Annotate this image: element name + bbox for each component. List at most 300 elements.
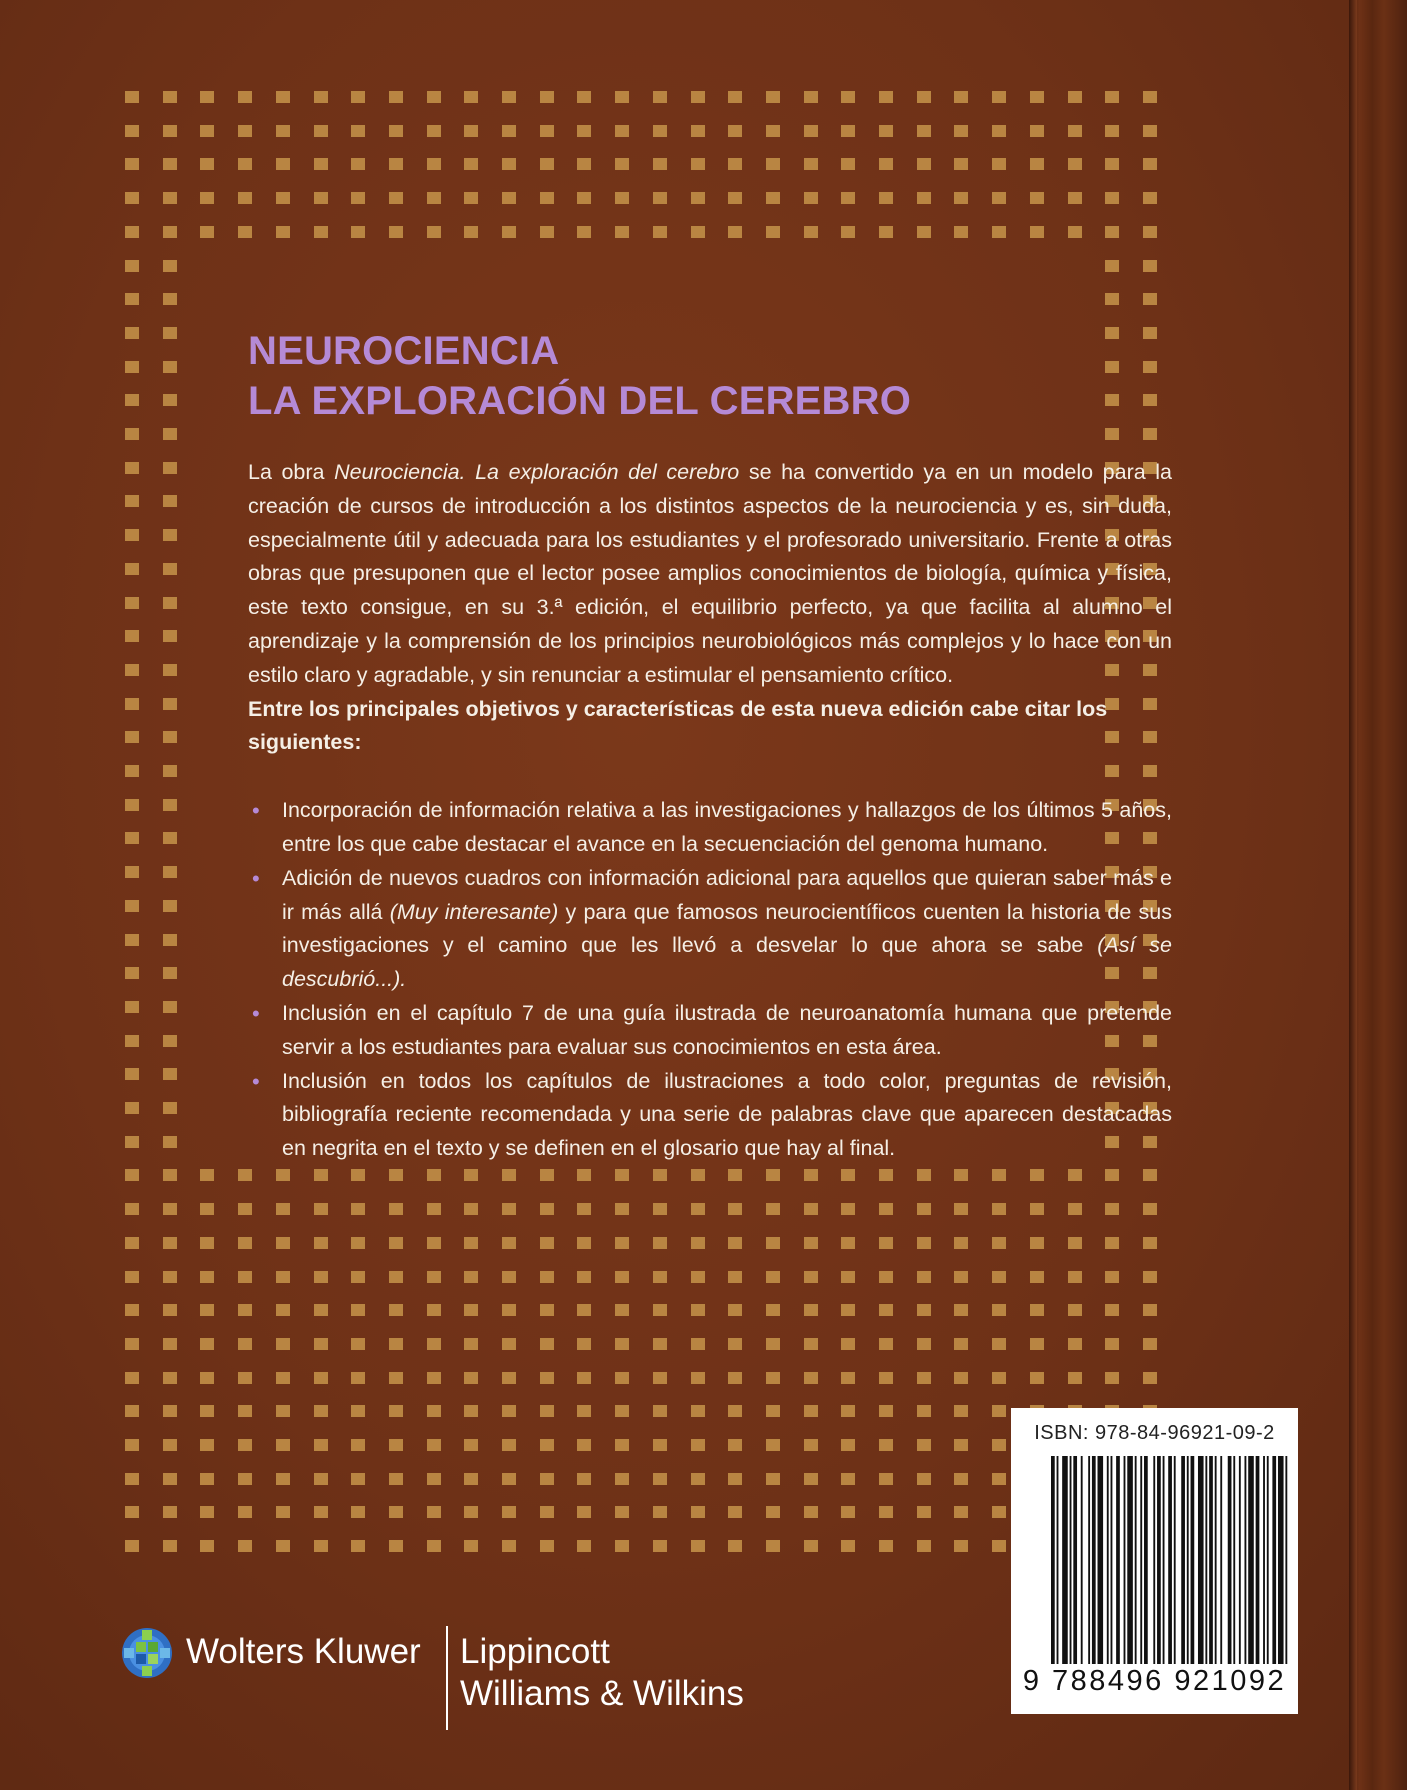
pattern-square xyxy=(200,1237,214,1249)
pattern-square xyxy=(389,1338,403,1350)
pattern-square xyxy=(841,1304,855,1316)
pattern-square xyxy=(577,1169,591,1181)
pattern-square xyxy=(691,1237,705,1249)
pattern-square xyxy=(200,125,214,137)
pattern-square xyxy=(163,664,177,676)
pattern-square xyxy=(389,1304,403,1316)
pattern-square xyxy=(427,1540,441,1552)
pattern-square xyxy=(1068,1304,1082,1316)
pattern-square xyxy=(728,1237,742,1249)
pattern-square xyxy=(691,1506,705,1518)
pattern-square xyxy=(389,1473,403,1485)
pattern-square xyxy=(1143,226,1157,238)
pattern-square xyxy=(163,428,177,440)
pattern-square xyxy=(238,1338,252,1350)
pattern-square xyxy=(540,1506,554,1518)
pattern-square xyxy=(502,125,516,137)
pattern-square xyxy=(577,226,591,238)
pattern-square xyxy=(540,91,554,103)
pattern-square xyxy=(1030,1304,1044,1316)
pattern-square xyxy=(464,1304,478,1316)
pattern-square xyxy=(1105,1169,1119,1181)
pattern-square xyxy=(125,799,139,811)
pattern-square xyxy=(954,1169,968,1181)
pattern-square xyxy=(163,731,177,743)
pattern-square xyxy=(728,1169,742,1181)
pattern-square xyxy=(577,1304,591,1316)
pattern-square xyxy=(691,1473,705,1485)
pattern-square xyxy=(577,158,591,170)
pattern-square xyxy=(615,1237,629,1249)
pattern-square xyxy=(464,1473,478,1485)
pattern-square xyxy=(351,1237,365,1249)
pattern-square xyxy=(314,91,328,103)
intro-text-start: La obra xyxy=(248,460,335,484)
pattern-square xyxy=(125,1439,139,1451)
pattern-square xyxy=(200,1169,214,1181)
pattern-square xyxy=(1030,1372,1044,1384)
pattern-square xyxy=(276,1338,290,1350)
feature-item xyxy=(248,794,1172,862)
pattern-square xyxy=(1105,91,1119,103)
pattern-square xyxy=(163,563,177,575)
pattern-square xyxy=(1068,1169,1082,1181)
pattern-square xyxy=(125,125,139,137)
pattern-square xyxy=(464,158,478,170)
pattern-square xyxy=(917,1506,931,1518)
pattern-square xyxy=(427,1271,441,1283)
feature-italic: (Muy interesante) xyxy=(389,899,559,924)
pattern-square xyxy=(804,1405,818,1417)
pattern-square xyxy=(766,91,780,103)
pattern-square xyxy=(954,125,968,137)
pattern-square xyxy=(992,226,1006,238)
feature-item xyxy=(248,862,1172,997)
pattern-square xyxy=(125,900,139,912)
pattern-square xyxy=(351,1203,365,1215)
pattern-square xyxy=(954,1405,968,1417)
pattern-square xyxy=(314,158,328,170)
pattern-square xyxy=(200,1405,214,1417)
bullet-icon: • xyxy=(252,1068,260,1094)
pattern-square xyxy=(125,563,139,575)
pattern-square xyxy=(238,1439,252,1451)
pattern-square xyxy=(766,1203,780,1215)
pattern-square xyxy=(954,1271,968,1283)
pattern-square xyxy=(163,1068,177,1080)
pattern-square xyxy=(314,226,328,238)
pattern-square xyxy=(804,1506,818,1518)
pattern-square xyxy=(314,1169,328,1181)
pattern-square xyxy=(125,1203,139,1215)
pattern-square xyxy=(954,1203,968,1215)
pattern-square xyxy=(577,1338,591,1350)
pattern-square xyxy=(879,125,893,137)
pattern-square xyxy=(917,1540,931,1552)
pattern-square xyxy=(841,1169,855,1181)
pattern-square xyxy=(728,158,742,170)
pattern-square xyxy=(125,91,139,103)
pattern-square xyxy=(464,226,478,238)
pattern-square xyxy=(125,192,139,204)
pattern-square xyxy=(163,1372,177,1384)
pattern-square xyxy=(728,1405,742,1417)
pattern-square xyxy=(125,1473,139,1485)
pattern-square xyxy=(992,1271,1006,1283)
pattern-square xyxy=(653,1271,667,1283)
pattern-square xyxy=(766,1271,780,1283)
pattern-square xyxy=(464,1439,478,1451)
pattern-square xyxy=(502,1439,516,1451)
pattern-square xyxy=(577,192,591,204)
pattern-square xyxy=(464,1506,478,1518)
pattern-square xyxy=(841,1338,855,1350)
pattern-square xyxy=(879,1203,893,1215)
pattern-square xyxy=(1143,260,1157,272)
pattern-square xyxy=(577,1271,591,1283)
pattern-square xyxy=(804,1169,818,1181)
pattern-square xyxy=(200,226,214,238)
pattern-square xyxy=(238,158,252,170)
pattern-square xyxy=(540,1473,554,1485)
pattern-square xyxy=(841,1271,855,1283)
pattern-square xyxy=(615,1304,629,1316)
pattern-square xyxy=(502,1203,516,1215)
pattern-square xyxy=(540,1338,554,1350)
pattern-square xyxy=(653,125,667,137)
pattern-square xyxy=(427,1338,441,1350)
pattern-square xyxy=(992,1169,1006,1181)
pattern-square xyxy=(577,1439,591,1451)
pattern-square xyxy=(1143,1372,1157,1384)
pattern-square xyxy=(615,125,629,137)
pattern-square xyxy=(1030,226,1044,238)
pattern-square xyxy=(389,158,403,170)
pattern-square xyxy=(163,799,177,811)
pattern-square xyxy=(879,91,893,103)
pattern-square xyxy=(464,192,478,204)
pattern-square xyxy=(841,1439,855,1451)
pattern-square xyxy=(691,192,705,204)
pattern-square xyxy=(766,1237,780,1249)
pattern-square xyxy=(766,1439,780,1451)
pattern-square xyxy=(841,192,855,204)
pattern-square xyxy=(125,1102,139,1114)
pattern-square xyxy=(427,1169,441,1181)
pattern-square xyxy=(728,1271,742,1283)
pattern-square xyxy=(917,1203,931,1215)
pattern-square xyxy=(577,91,591,103)
pattern-square xyxy=(992,1237,1006,1249)
publisher-name-wolters-kluwer: Wolters Kluwer xyxy=(186,1632,421,1671)
pattern-square xyxy=(804,1271,818,1283)
pattern-square xyxy=(125,1506,139,1518)
pattern-square xyxy=(1143,1169,1157,1181)
pattern-square xyxy=(163,900,177,912)
pattern-square xyxy=(276,1237,290,1249)
pattern-square xyxy=(1143,192,1157,204)
pattern-square xyxy=(917,158,931,170)
publisher-name-lippincott: Lippincott xyxy=(460,1632,610,1671)
pattern-square xyxy=(615,1405,629,1417)
pattern-square xyxy=(917,226,931,238)
pattern-square xyxy=(276,1473,290,1485)
pattern-square xyxy=(125,1001,139,1013)
pattern-square xyxy=(615,1203,629,1215)
pattern-square xyxy=(1105,1304,1119,1316)
pattern-square xyxy=(615,1540,629,1552)
pattern-square xyxy=(1030,91,1044,103)
pattern-square xyxy=(728,91,742,103)
bullet-icon: • xyxy=(252,798,260,824)
pattern-square xyxy=(389,1271,403,1283)
pattern-square xyxy=(1105,125,1119,137)
pattern-square xyxy=(314,1372,328,1384)
pattern-square xyxy=(766,226,780,238)
pattern-square xyxy=(200,1338,214,1350)
pattern-square xyxy=(125,1304,139,1316)
pattern-square xyxy=(200,1203,214,1215)
pattern-square xyxy=(691,91,705,103)
pattern-square xyxy=(954,1304,968,1316)
pattern-square xyxy=(125,1169,139,1181)
pattern-square xyxy=(427,1405,441,1417)
pattern-square xyxy=(917,1304,931,1316)
pattern-square xyxy=(464,1237,478,1249)
pattern-square xyxy=(200,1540,214,1552)
pattern-square xyxy=(125,495,139,507)
pattern-square xyxy=(841,1540,855,1552)
pattern-square xyxy=(389,1506,403,1518)
pattern-square xyxy=(615,1439,629,1451)
pattern-square xyxy=(427,1372,441,1384)
pattern-square xyxy=(653,158,667,170)
pattern-square xyxy=(841,91,855,103)
pattern-square xyxy=(766,1169,780,1181)
pattern-square xyxy=(163,226,177,238)
pattern-square xyxy=(804,1439,818,1451)
pattern-square xyxy=(1068,91,1082,103)
pattern-square xyxy=(427,1304,441,1316)
pattern-square xyxy=(879,226,893,238)
pattern-square xyxy=(728,125,742,137)
pattern-square xyxy=(1105,192,1119,204)
feature-text: y para que famosos neurocientíficos cuenten la historia de sus investigaciones y el camino que les llevó a desvelar lo que ahora se sabe xyxy=(282,899,1172,958)
pattern-square xyxy=(691,158,705,170)
pattern-square xyxy=(1143,428,1157,440)
pattern-square xyxy=(163,1304,177,1316)
pattern-square xyxy=(1068,1203,1082,1215)
pattern-square xyxy=(1105,260,1119,272)
pattern-square xyxy=(691,1203,705,1215)
pattern-square xyxy=(427,125,441,137)
pattern-square xyxy=(125,967,139,979)
pattern-square xyxy=(691,1304,705,1316)
pattern-square xyxy=(653,1405,667,1417)
pattern-square xyxy=(314,1304,328,1316)
pattern-square xyxy=(125,630,139,642)
pattern-square xyxy=(163,1136,177,1148)
pattern-square xyxy=(163,394,177,406)
pattern-square xyxy=(200,1506,214,1518)
pattern-square xyxy=(577,1203,591,1215)
pattern-square xyxy=(163,192,177,204)
pattern-square xyxy=(728,1540,742,1552)
pattern-square xyxy=(615,1169,629,1181)
pattern-square xyxy=(464,1372,478,1384)
pattern-square xyxy=(917,1271,931,1283)
pattern-square xyxy=(615,158,629,170)
pattern-square xyxy=(163,1506,177,1518)
pattern-square xyxy=(125,394,139,406)
pattern-square xyxy=(238,1473,252,1485)
pattern-square xyxy=(728,1203,742,1215)
pattern-square xyxy=(502,91,516,103)
pattern-square xyxy=(389,1237,403,1249)
pattern-square xyxy=(276,91,290,103)
pattern-square xyxy=(314,125,328,137)
pattern-square xyxy=(1068,1271,1082,1283)
pattern-square xyxy=(125,765,139,777)
pattern-square xyxy=(917,192,931,204)
pattern-square xyxy=(276,1439,290,1451)
pattern-square xyxy=(954,158,968,170)
pattern-square xyxy=(125,361,139,373)
pattern-square xyxy=(464,1405,478,1417)
pattern-square xyxy=(1030,1338,1044,1350)
pattern-square xyxy=(1143,1203,1157,1215)
pattern-square xyxy=(1143,1271,1157,1283)
pattern-square xyxy=(917,1372,931,1384)
pattern-square xyxy=(351,192,365,204)
pattern-square xyxy=(238,192,252,204)
pattern-square xyxy=(540,1237,554,1249)
pattern-square xyxy=(389,1203,403,1215)
pattern-square xyxy=(200,1473,214,1485)
pattern-square xyxy=(163,361,177,373)
isbn-barcode-box xyxy=(1011,1408,1298,1714)
pattern-square xyxy=(577,1237,591,1249)
pattern-square xyxy=(804,1540,818,1552)
pattern-square xyxy=(125,293,139,305)
pattern-square xyxy=(276,158,290,170)
pattern-square xyxy=(691,1372,705,1384)
pattern-square xyxy=(954,226,968,238)
pattern-square xyxy=(1143,1304,1157,1316)
pattern-square xyxy=(464,1203,478,1215)
pattern-square xyxy=(691,125,705,137)
pattern-square xyxy=(276,1405,290,1417)
pattern-square xyxy=(954,1237,968,1249)
pattern-square xyxy=(125,1271,139,1283)
pattern-square xyxy=(954,1506,968,1518)
pattern-square xyxy=(1068,1338,1082,1350)
pattern-square xyxy=(992,1405,1006,1417)
pattern-square xyxy=(766,125,780,137)
pattern-square xyxy=(351,1169,365,1181)
pattern-square xyxy=(163,1540,177,1552)
pattern-square xyxy=(1143,1237,1157,1249)
pattern-square xyxy=(351,1540,365,1552)
pattern-square xyxy=(163,934,177,946)
intro-text-rest: se ha convertido ya en un modelo para la creación de cursos de introducción a los distintos aspectos de la neurociencia y es, sin duda, especialmente útil y adecuada para los estudiantes y el profesorado universitario. Frente a otras obras que presuponen que el lector posee amplios conocimientos de biología, química y física, este texto consigue, en su 3.ª edición, el equilibrio perfecto, ya que facilita al alumno el aprendizaje y la comprensión de los principios neurobiológicos más complejos y lo hace con un estilo claro y agradable, y sin renunciar a estimular el pensamiento crítico. xyxy=(248,460,1172,687)
pattern-square xyxy=(954,1473,968,1485)
pattern-square xyxy=(200,1304,214,1316)
pattern-square xyxy=(502,1304,516,1316)
pattern-square xyxy=(389,91,403,103)
pattern-square xyxy=(502,226,516,238)
pattern-square xyxy=(163,327,177,339)
pattern-square xyxy=(691,1439,705,1451)
pattern-square xyxy=(502,1338,516,1350)
pattern-square xyxy=(540,192,554,204)
pattern-square xyxy=(766,1405,780,1417)
publisher-logo xyxy=(120,1624,840,1744)
pattern-square xyxy=(992,158,1006,170)
pattern-square xyxy=(804,91,818,103)
pattern-square xyxy=(728,1372,742,1384)
intro-paragraph xyxy=(248,456,1172,693)
pattern-square xyxy=(841,1506,855,1518)
pattern-square xyxy=(125,934,139,946)
pattern-square xyxy=(766,1473,780,1485)
pattern-square xyxy=(879,1506,893,1518)
pattern-square xyxy=(351,1405,365,1417)
pattern-square xyxy=(314,1473,328,1485)
pattern-square xyxy=(163,698,177,710)
pattern-square xyxy=(351,1338,365,1350)
pattern-square xyxy=(125,158,139,170)
pattern-square xyxy=(502,1473,516,1485)
pattern-square xyxy=(351,1439,365,1451)
pattern-square xyxy=(163,1473,177,1485)
pattern-square xyxy=(200,192,214,204)
pattern-square xyxy=(577,125,591,137)
pattern-square xyxy=(653,91,667,103)
pattern-square xyxy=(879,1405,893,1417)
pattern-square xyxy=(125,1405,139,1417)
pattern-square xyxy=(954,91,968,103)
pattern-square xyxy=(728,1304,742,1316)
pattern-square xyxy=(314,1338,328,1350)
pattern-square xyxy=(917,1473,931,1485)
pattern-square xyxy=(615,192,629,204)
pattern-square xyxy=(163,158,177,170)
pattern-square xyxy=(314,1237,328,1249)
pattern-square xyxy=(653,1169,667,1181)
publisher-name-williams-wilkins: Williams & Wilkins xyxy=(460,1674,744,1713)
pattern-square xyxy=(314,1405,328,1417)
pattern-square xyxy=(238,226,252,238)
pattern-square xyxy=(200,1372,214,1384)
pattern-square xyxy=(464,1271,478,1283)
pattern-square xyxy=(276,1540,290,1552)
pattern-square xyxy=(125,529,139,541)
feature-item xyxy=(248,997,1172,1065)
pattern-square xyxy=(238,1506,252,1518)
pattern-square xyxy=(125,428,139,440)
pattern-square xyxy=(200,158,214,170)
pattern-square xyxy=(125,1372,139,1384)
pattern-square xyxy=(427,91,441,103)
pattern-square xyxy=(879,158,893,170)
pattern-square xyxy=(804,226,818,238)
pattern-square xyxy=(804,125,818,137)
pattern-square xyxy=(238,1237,252,1249)
pattern-square xyxy=(502,1540,516,1552)
pattern-square xyxy=(540,1304,554,1316)
pattern-square xyxy=(276,1372,290,1384)
